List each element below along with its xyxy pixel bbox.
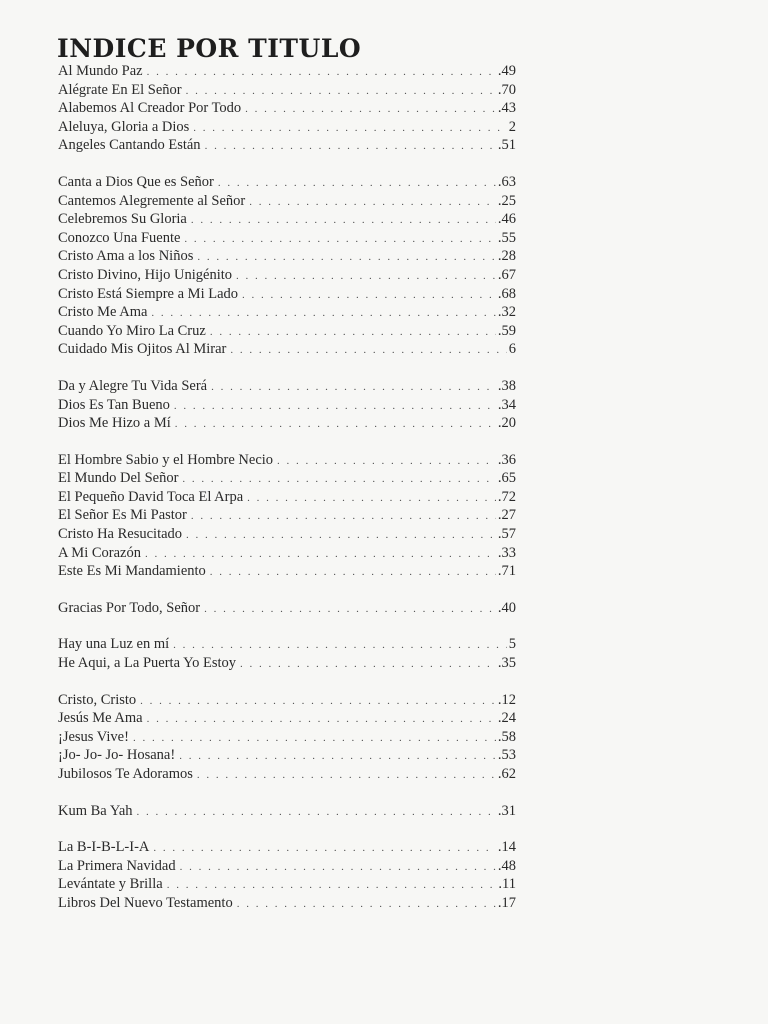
entry-title: El Hombre Sabio y el Hombre Necio: [58, 451, 274, 468]
entry-title: Alégrate En El Señor: [58, 81, 182, 98]
index-entry: [58, 544, 516, 563]
entry-title: La Primera Navidad: [58, 857, 176, 874]
index-entry: [58, 857, 516, 876]
entry-page-number: .28: [497, 248, 516, 265]
entry-page-number: .62: [497, 766, 516, 782]
dot-leader: [204, 600, 496, 619]
entry-title: Cantemos Alegremente al Señor: [58, 192, 246, 209]
dot-leader: [179, 747, 496, 766]
entry-page-number: .71: [497, 563, 516, 580]
entry-title: Libros Del Nuevo Testamento: [58, 894, 233, 911]
dot-leader: [245, 100, 496, 119]
index-entry: [58, 709, 516, 728]
entry-page-number: .43: [497, 100, 516, 117]
dot-leader: [211, 378, 496, 397]
entry-page-number: .40: [497, 599, 516, 616]
index-group: [58, 451, 516, 581]
index-group: [58, 173, 516, 359]
entry-page-number: .36: [497, 451, 516, 468]
entry-page-number: 2: [508, 118, 516, 135]
dot-leader: [240, 655, 496, 674]
dot-leader: [180, 858, 496, 877]
index-entry: [58, 136, 516, 155]
entry-page-number: .31: [497, 802, 516, 819]
index-entry: [58, 635, 516, 654]
index-entry: [58, 396, 516, 415]
dot-leader: [210, 323, 496, 342]
dot-leader: [197, 766, 496, 785]
entry-title: Hay una Luz en mí: [58, 636, 170, 653]
index-entry: [58, 875, 516, 894]
entry-title: La B-I-B-L-I-A: [58, 839, 150, 856]
index-entry: [58, 247, 516, 266]
dot-leader: [247, 489, 496, 508]
entry-title: Al Mundo Paz: [58, 63, 143, 79]
dot-leader: [175, 415, 496, 434]
entry-page-number: .65: [497, 470, 516, 487]
index-entry: [58, 525, 516, 544]
entry-title: Dios Es Tan Bueno: [58, 396, 170, 413]
dot-leader: [186, 82, 496, 101]
entry-page-number: .53: [497, 747, 516, 764]
dot-leader: [205, 137, 496, 156]
dot-leader: [236, 267, 496, 286]
index-entry: [58, 469, 516, 488]
entry-page-number: 6: [508, 341, 516, 358]
entry-page-number: .72: [497, 488, 516, 505]
dot-leader: [173, 636, 507, 655]
dot-leader: [140, 692, 496, 711]
entry-page-number: .38: [497, 377, 516, 394]
entry-title: Cristo Me Ama: [58, 304, 148, 321]
entry-page-number: .59: [497, 322, 516, 339]
entry-title: Alabemos Al Creador Por Todo: [58, 100, 242, 117]
index-group: [58, 62, 516, 155]
entry-title: Jesús Me Ama: [58, 710, 143, 727]
index-entry: [58, 746, 516, 765]
dot-leader: [237, 895, 496, 914]
entry-title: Gracias Por Todo, Señor: [58, 599, 201, 616]
page-title: INDICE POR TITULO: [57, 34, 362, 63]
index-group: [58, 377, 516, 433]
index-entry: [58, 488, 516, 507]
entry-page-number: .49: [497, 63, 516, 79]
entry-title: Da y Alegre Tu Vida Será: [58, 377, 208, 394]
entry-title: Cristo Está Siempre a Mi Lado: [58, 285, 239, 302]
dot-leader: [174, 397, 496, 416]
entry-title: Dios Me Hizo a Mí: [58, 415, 171, 432]
title-index: [58, 62, 516, 931]
index-entry: [58, 210, 516, 229]
entry-page-number: 5: [508, 636, 516, 653]
entry-page-number: .11: [498, 876, 516, 893]
entry-page-number: .17: [497, 894, 516, 911]
index-group: [58, 599, 516, 618]
index-entry: [58, 173, 516, 192]
index-group: [58, 802, 516, 821]
entry-title: Canta a Dios Que es Señor: [58, 173, 214, 190]
index-entry: [58, 99, 516, 118]
dot-leader: [186, 526, 496, 545]
entry-page-number: .63: [497, 173, 516, 190]
index-entry: [58, 322, 516, 341]
entry-page-number: .20: [497, 415, 516, 432]
index-entry: [58, 377, 516, 396]
entry-title: Kum Ba Yah: [58, 802, 133, 819]
index-group: [58, 838, 516, 912]
entry-title: El Señor Es Mi Pastor: [58, 507, 187, 524]
entry-title: ¡Jesus Vive!: [58, 728, 129, 745]
dot-leader: [147, 63, 496, 82]
entry-page-number: .57: [497, 526, 516, 543]
entry-title: Este Es Mi Mandamiento: [58, 563, 206, 580]
index-entry: [58, 506, 516, 525]
entry-title: He Aqui, a La Puerta Yo Estoy: [58, 655, 237, 672]
index-entry: [58, 229, 516, 248]
entry-title: Cristo Ama a los Niños: [58, 248, 194, 265]
dot-leader: [191, 507, 496, 526]
index-group: [58, 635, 516, 672]
index-entry: [58, 654, 516, 673]
dot-leader: [277, 452, 496, 471]
index-entry: [58, 118, 516, 137]
dot-leader: [145, 545, 496, 564]
index-entry: [58, 414, 516, 433]
entry-title: El Pequeño David Toca El Arpa: [58, 488, 244, 505]
entry-page-number: .67: [497, 266, 516, 283]
dot-leader: [210, 563, 496, 582]
entry-page-number: .12: [497, 691, 516, 708]
entry-title: Celebremos Su Gloria: [58, 211, 187, 228]
entry-title: Cuidado Mis Ojitos Al Mirar: [58, 341, 227, 358]
entry-page-number: .14: [497, 839, 516, 856]
entry-title: Cristo, Cristo: [58, 691, 137, 708]
index-entry: [58, 340, 516, 359]
index-entry: [58, 838, 516, 857]
dot-leader: [184, 230, 495, 249]
index-entry: [58, 192, 516, 211]
index-entry: [58, 765, 516, 784]
index-entry: [58, 303, 516, 322]
entry-page-number: .51: [497, 137, 516, 154]
index-entry: [58, 894, 516, 913]
entry-title: Jubilosos Te Adoramos: [58, 766, 193, 782]
dot-leader: [249, 193, 496, 212]
entry-page-number: .32: [497, 304, 516, 321]
index-entry: [58, 81, 516, 100]
index-entry: [58, 62, 516, 81]
entry-title: Cuando Yo Miro La Cruz: [58, 322, 206, 339]
entry-page-number: .35: [497, 655, 516, 672]
entry-page-number: .46: [497, 211, 516, 228]
entry-page-number: .24: [497, 710, 516, 727]
entry-title: Cristo Ha Resucitado: [58, 526, 183, 543]
index-entry: [58, 285, 516, 304]
dot-leader: [137, 803, 496, 822]
index-entry: [58, 728, 516, 747]
dot-leader: [182, 470, 495, 489]
dot-leader: [167, 876, 497, 895]
index-entry: [58, 266, 516, 285]
dot-leader: [197, 248, 496, 267]
dot-leader: [191, 211, 496, 230]
entry-page-number: .27: [497, 507, 516, 524]
entry-page-number: .55: [497, 229, 516, 246]
dot-leader: [218, 174, 496, 193]
dot-leader: [133, 729, 496, 748]
entry-page-number: .68: [497, 285, 516, 302]
dot-leader: [147, 710, 496, 729]
index-entry: [58, 802, 516, 821]
index-group: [58, 691, 516, 784]
index-entry: [58, 599, 516, 618]
entry-page-number: .34: [497, 396, 516, 413]
entry-title: ¡Jo- Jo- Jo- Hosana!: [58, 747, 176, 764]
entry-title: Aleluya, Gloria a Dios: [58, 118, 190, 135]
entry-page-number: .33: [497, 544, 516, 561]
index-entry: [58, 451, 516, 470]
entry-page-number: .48: [497, 857, 516, 874]
dot-leader: [151, 304, 495, 323]
dot-leader: [230, 341, 506, 360]
entry-title: A Mi Corazón: [58, 544, 141, 561]
entry-title: Angeles Cantando Están: [58, 137, 201, 154]
entry-title: Conozco Una Fuente: [58, 229, 181, 246]
dot-leader: [153, 839, 495, 858]
entry-page-number: .70: [497, 81, 516, 98]
index-entry: [58, 562, 516, 581]
index-entry: [58, 691, 516, 710]
dot-leader: [193, 119, 506, 138]
entry-title: Cristo Divino, Hijo Unigénito: [58, 266, 232, 283]
dot-leader: [242, 286, 496, 305]
entry-title: Levántate y Brilla: [58, 876, 163, 893]
entry-page-number: .25: [497, 192, 516, 209]
entry-page-number: .58: [497, 728, 516, 745]
entry-title: El Mundo Del Señor: [58, 470, 179, 487]
